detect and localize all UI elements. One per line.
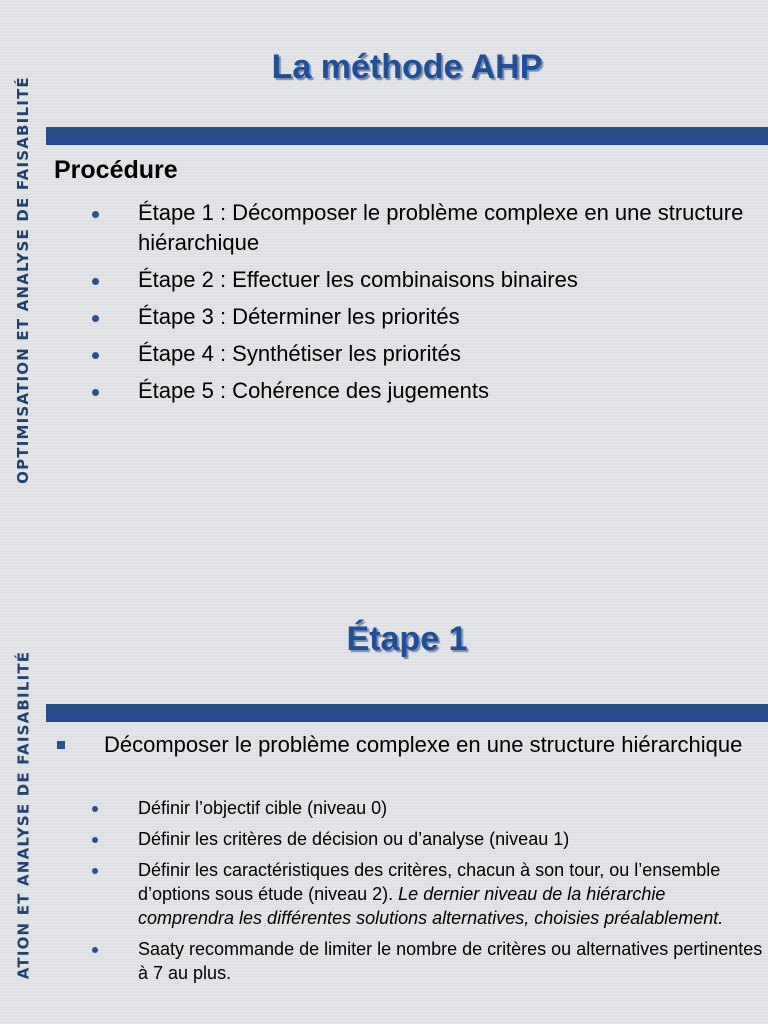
sub-points-list [84, 796, 764, 992]
title-bar [46, 127, 768, 145]
list-item: Étape 4 : Synthétiser les priorités [84, 339, 764, 369]
list-item: Définir les critères de décision ou d’analyse (niveau 1) [84, 827, 764, 851]
bullet-icon [92, 837, 98, 843]
section-heading: Procédure [54, 156, 178, 184]
bullet-icon [92, 389, 99, 396]
slide-title-2: Étape 1 [346, 620, 468, 658]
title-bar-2 [46, 704, 768, 722]
bullet-icon [92, 278, 99, 285]
side-label-text-partial: ATION ET ANALYSE DE FAISABILITÉ [14, 650, 32, 980]
main-bullet: Décomposer le problème complexe en une structure hiérarchique [54, 730, 768, 760]
bullet-icon [92, 211, 99, 218]
bullet-icon [92, 947, 98, 953]
slide-title: La méthode AHP [271, 48, 543, 86]
bullet-icon [92, 806, 98, 812]
side-label-text: OPTIMISATION ET ANALYSE DE FAISABILITÉ [14, 76, 33, 484]
bullet-icon [92, 315, 99, 322]
list-item: Étape 5 : Cohérence des jugements [84, 376, 764, 406]
list-item: Étape 2 : Effectuer les combinaisons binaires [84, 265, 764, 295]
list-item: Définir les caractéristiques des critères, chacun à son tour, ou l’ensemble d’options sous étude (niveau 2). Le dernier niveau de la hiérarchie comprendra les différentes solutions alternatives, choisies préalablement. [84, 858, 764, 930]
italic-note: Le dernier niveau de la hiérarchie comprendra les différentes solutions alternatives, choisies préalablement. [138, 884, 724, 928]
side-label-bottom [0, 580, 46, 1024]
steps-list [84, 198, 764, 413]
list-item: Définir l’objectif cible (niveau 0) [84, 796, 764, 820]
bullet-icon [92, 868, 98, 874]
square-bullet-icon [57, 741, 65, 749]
list-item: Étape 3 : Déterminer les priorités [84, 302, 764, 332]
list-item: Saaty recommande de limiter le nombre de critères ou alternatives pertinentes à 7 au plus. [84, 937, 764, 985]
bullet-icon [92, 352, 99, 359]
list-item: Étape 1 : Décomposer le problème complexe en une structure hiérarchique [84, 198, 764, 258]
